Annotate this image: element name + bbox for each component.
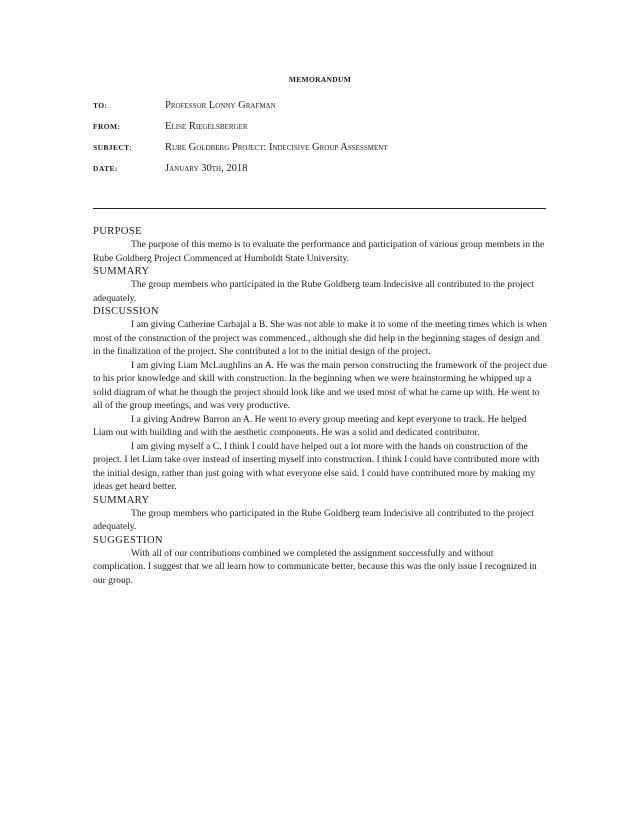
header-row-from [93, 121, 388, 142]
subject-label: SUBJECT: [93, 143, 132, 152]
paragraph: With all of our contributions combined we completed the assignment successfully and without complication. I suggest that we all learn how to communicate better, because this was the only issue I recognized in our group. [93, 547, 537, 586]
header-row-date [93, 163, 388, 184]
from-label: FROM: [93, 122, 121, 131]
paragraph: I am giving Catherine Carbajal a B. She was not able to make it to some of the meeting times which is when most of the construction of the project was commenced., although she did help in the beginning stages of design and in the finalization of the project. She contributed a lot to the initial design of the project. [93, 319, 547, 357]
subject-value: Rube Goldberg Project: Indecisive Group Assessment [165, 142, 388, 153]
paragraph: The group members who participated in the Rube Goldberg team Indecisive all contributed to the project adequately. [93, 279, 534, 304]
memo-body [93, 225, 548, 587]
section-title-purpose: PURPOSE [93, 226, 142, 237]
to-label: TO: [93, 101, 108, 110]
section-discussion [93, 305, 548, 494]
header-row-to [93, 100, 388, 121]
section-summary [93, 265, 548, 305]
section-suggestion [93, 534, 548, 588]
header-row-subject [93, 142, 388, 163]
memo-title: MEMORANDUM [288, 75, 352, 84]
section-title-discussion: DISCUSSION [93, 306, 159, 317]
paragraph: I a giving Andrew Barron an A. He went to every group meeting and kept everyone to track. He helped Liam out with building and with the aesthetic components. He was a solid and dedicated contributor. [93, 413, 527, 438]
to-value: Professor Lonny Grafman [165, 100, 276, 111]
date-label: DATE: [93, 164, 118, 173]
paragraph: The group members who participated in the Rube Goldberg team Indecisive all contributed to the project adequately. [93, 507, 534, 532]
section-title-suggestion: SUGGESTION [93, 534, 163, 546]
date-value: January 30th, 2018 [165, 163, 248, 174]
section-title-summary: SUMMARY [93, 494, 150, 506]
header-divider [93, 208, 546, 209]
from-value: Elise Riegelsberger [165, 121, 248, 132]
memo-header [93, 100, 388, 184]
paragraph: The purpose of this memo is to evaluate the performance and participation of various group members in the Rube Goldberg Project Commenced at Humboldt State University. [93, 239, 545, 264]
paragraph: I am giving Liam McLaughlins an A. He was the main person constructing the framework of the project due to his prior knowledge and skill with construction. In the beginning when we were brainstorming he whipped up a solid diagram of what he though the project should look like and we used most of what he came up with. He went to all of the group meetings, and was very productive. [93, 359, 547, 411]
section-purpose [93, 225, 548, 265]
section-summary-2 [93, 494, 548, 534]
paragraph: I am giving myself a C. I think I could have helped out a lot more with the hands on construction of the project. I let Liam take over instead of inserting myself into construction. I think I could have contributed more with the initial design, rather than just going with what everyone else said. I could have contributed more by making my ideas get heard better. [93, 440, 540, 492]
section-title-summary: SUMMARY [93, 266, 150, 277]
